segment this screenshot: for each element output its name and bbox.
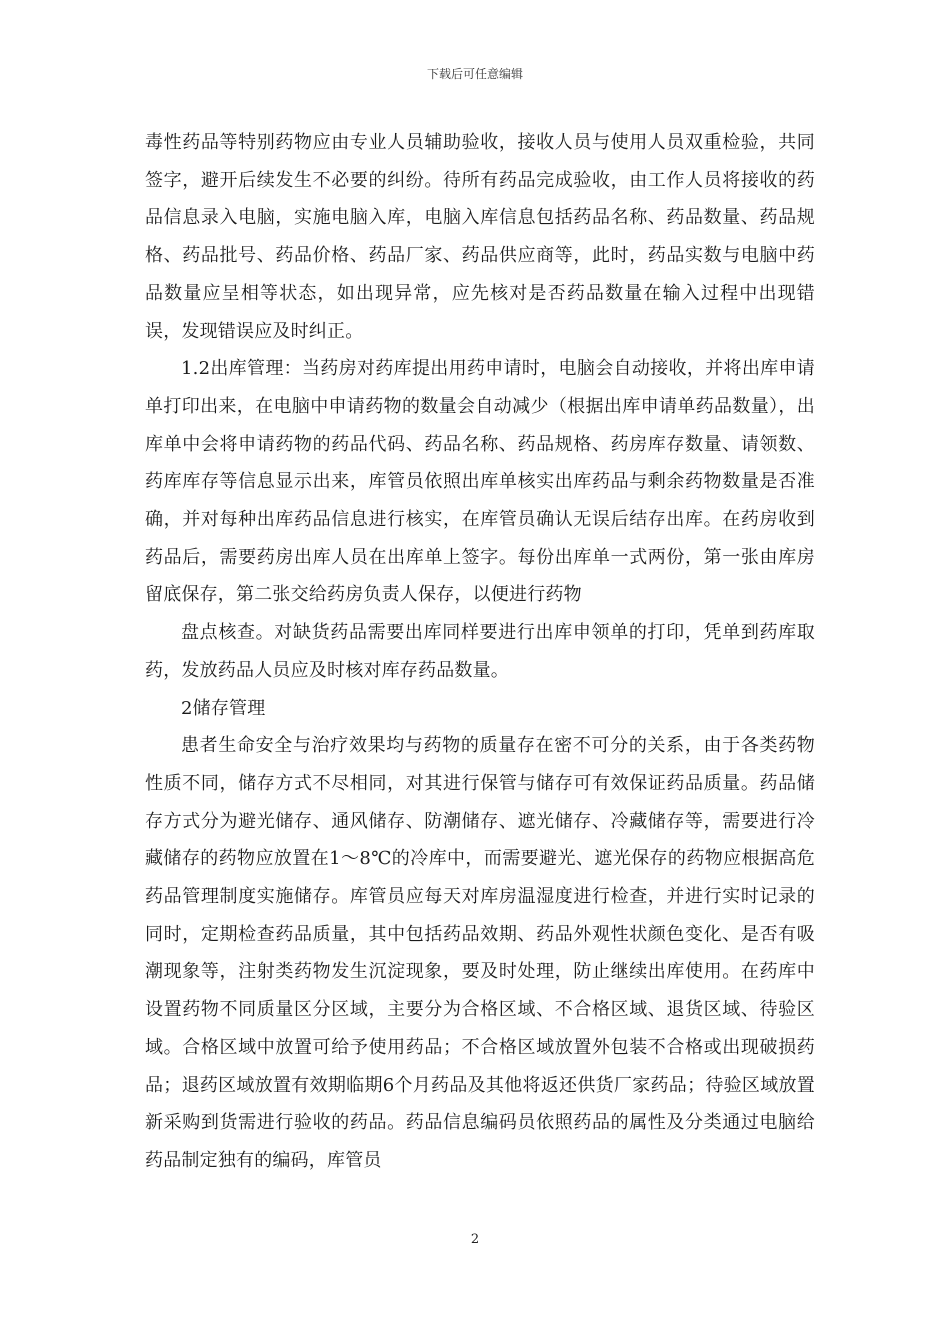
paragraph-inventory-check: 盘点核查。对缺货药品需要出库同样要进行出库申领单的打印，凭单到药库取药，发放药品人员应及时核对库存药品数量。	[145, 622, 815, 681]
paragraph-outbound-management: 1.2出库管理：当药房对药库提出用药申请时，电脑会自动接收，并将出库申请单打印出来，在电脑中申请药物的数量会自动减少（根据出库申请单药品数量），出库单中会将申请药物的药品代码、药品名称、药品规格、药房库存数量、请领数、药库库存等信息显示出来，库管员依照出库单核实出库药品与剩余药物数量是否准确，并对每种出库药品信息进行核实，在库管员确认无误后结存出库。在药房收到药品后，需要药房出库人员在出库单上签字。每份出库单一式两份，第一张由库房留底保存，第二张交给药房负责人保存，以便进行药物	[145, 358, 815, 606]
page-number: 2	[470, 1232, 480, 1247]
section-heading-storage: 2储存管理	[181, 697, 266, 719]
document-body	[145, 124, 815, 1180]
paragraph-acceptance-continued: 毒性药品等特别药物应由专业人员辅助验收，接收人员与使用人员双重检验，共同签字，避开后续发生不必要的纠纷。待所有药品完成验收，由工作人员将接收的药品信息录入电脑，实施电脑入库，电脑入库信息包括药品名称、药品数量、药品规格、药品批号、药品价格、药品厂家、药品供应商等，此时，药品实数与电脑中药品数量应呈相等状态，如出现异常，应先核对是否药品数量在输入过程中出现错误，发现错误应及时纠正。	[145, 132, 815, 342]
page-header: 下载后可任意编辑	[426, 67, 523, 81]
paragraph-storage-management: 患者生命安全与治疗效果均与药物的质量存在密不可分的关系，由于各类药物性质不同，储存方式不尽相同，对其进行保管与储存可有效保证药品质量。药品储存方式分为避光储存、通风储存、防潮储存、遮光储存、冷藏储存等，需要进行冷藏储存的药物应放置在1～8℃的冷库中，而需要避光、遮光保存的药物应根据高危药品管理制度实施储存。库管员应每天对库房温湿度进行检查，并进行实时记录的同时，定期检查药品质量，其中包括药品效期、药品外观性状颜色变化、是否有吸潮现象等，注射类药物发生沉淀现象，要及时处理，防止继续出库使用。在药库中设置药物不同质量区分区域，主要分为合格区域、不合格区域、退货区域、待验区域。合格区域中放置可给予使用药品；不合格区域放置外包装不合格或出现破损药品；退药区域放置有效期临期6个月药品及其他将返还供货厂家药品；待验区域放置新采购到货需进行验收的药品。药品信息编码员依照药品的属性及分类通过电脑给药品制定独有的编码，库管员	[145, 735, 815, 1171]
